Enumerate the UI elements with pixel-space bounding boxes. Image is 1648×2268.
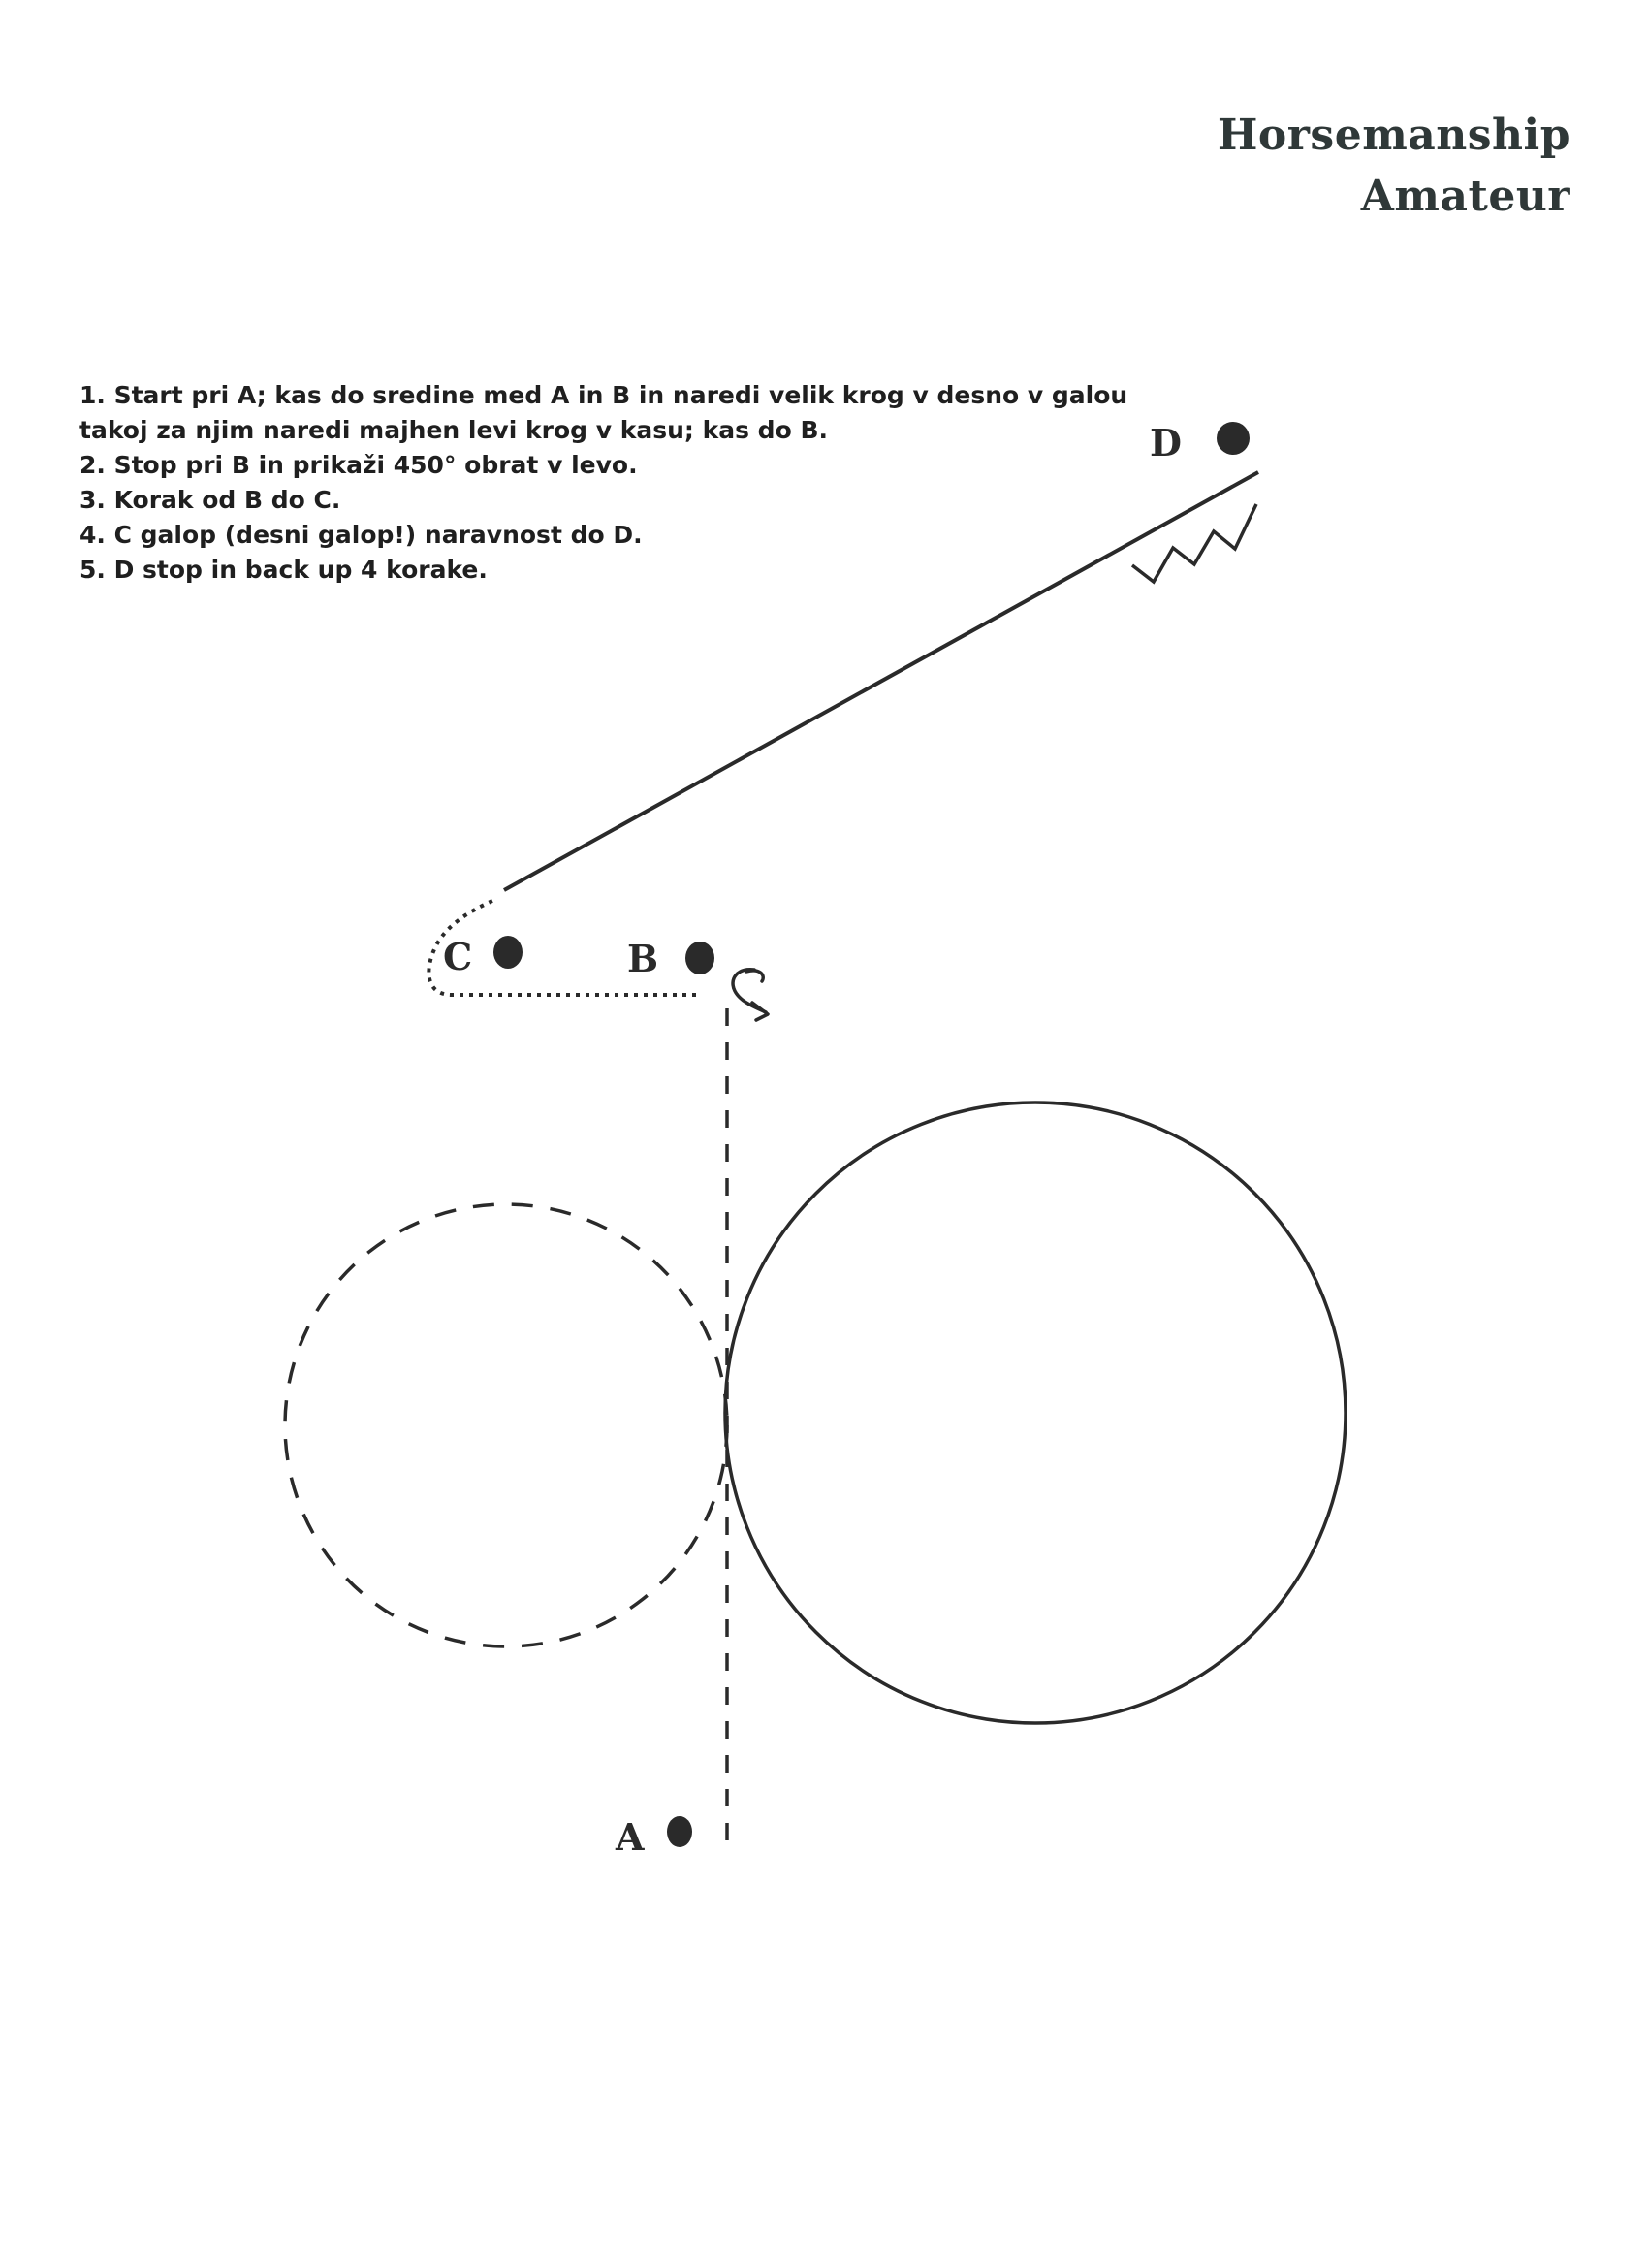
- instruction-line-1: 1. Start pri A; kas do sredine med A in B in naredi velik krog v desno v galou: [79, 381, 1128, 409]
- lope-line-c-to-d: [504, 472, 1258, 890]
- marker-b-label: B: [627, 937, 659, 980]
- marker-a: [615, 1815, 692, 1859]
- large-right-circle: [725, 1102, 1346, 1723]
- marker-a-label: A: [616, 1815, 645, 1859]
- marker-d-dot: [1217, 422, 1250, 455]
- small-left-circle: [285, 1204, 727, 1646]
- instruction-line-1-cont: takoj za njim naredi majhen levi krog v kasu; kas do B.: [79, 416, 829, 444]
- instruction-line-3: 3. Korak od B do C.: [79, 486, 341, 514]
- turn-arrow-icon: [733, 970, 768, 1020]
- title-horsemanship: Horsemanship: [1217, 111, 1570, 160]
- instruction-line-4: 4. C galop (desni galop!) naravnost do D.: [79, 521, 643, 549]
- marker-c-dot: [493, 936, 523, 969]
- marker-b: [627, 937, 714, 980]
- marker-a-dot: [667, 1816, 692, 1847]
- marker-c-label: C: [443, 935, 473, 978]
- marker-d: [1150, 421, 1250, 464]
- instruction-line-5: 5. D stop in back up 4 korake.: [79, 556, 488, 584]
- instruction-line-2: 2. Stop pri B in prikaži 450° obrat v levo.: [79, 451, 638, 479]
- backup-zigzag: [1132, 504, 1256, 582]
- marker-c: [443, 935, 523, 978]
- marker-d-label: D: [1150, 421, 1182, 464]
- marker-b-dot: [685, 942, 714, 974]
- title-amateur: Amateur: [1360, 172, 1570, 221]
